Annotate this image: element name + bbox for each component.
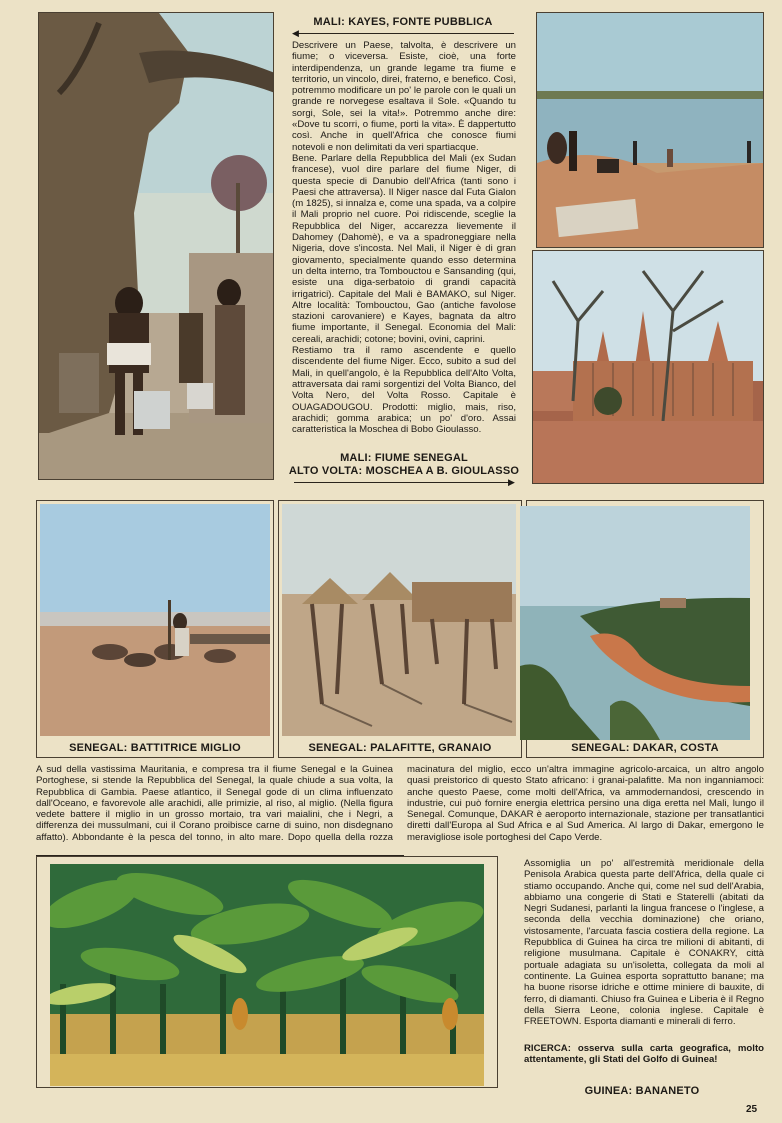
arrow-right-icon: ▶	[508, 477, 515, 487]
caption-mali-river: MALI: FIUME SENEGAL	[340, 452, 468, 464]
caption-senegal-miglio: SENEGAL: BATTITRICE MIGLIO	[69, 742, 241, 754]
article-paragraph: Bene. Parlare della Repubblica del Mali (ex Sudan francese), vuol dire parlare del fiume Niger, di questa specie di Danubio dell'Africa (tanti sono i Paesi che attraversa). Il Niger nasce dal Futa Gialon (m 1825), si innalza e, come una spada, va a colpire il Mali proprio nel cuore. Poi ridiscende, sceglie la Repubblica del Niger, accarezza lievemente il Dahomey (Dahomè), e va a spadroneggiare nella Nigeria, dove s'incosta. Nel Mali, il Niger è di gran giovamento, specialmente quando esso determina un delta interno, tra Tombouctou e Sansanding (qui, esiste una diga-serbatoio di grandi capacità irrigatrici). Capitale del Mali è BAMAKO, sul Niger. Altre località: Tombouctou, Gao (antiche favolose stazioni carovaniere) e Kayes, bagnata da altro fiume importante, il Senegal. Economia del Mali: cereali, arachidi; cotone; bovini, ovini, caprini.	[292, 152, 516, 345]
arrow-left-icon: ◀	[292, 28, 299, 38]
photo-alto-volta-mosque	[532, 250, 764, 484]
photo-guinea-banana-plantation	[50, 864, 484, 1086]
caption-alto-volta: ALTO VOLTA: MOSCHEA A B. GIOULASSO	[288, 465, 520, 477]
article-guinea: Assomiglia un po' all'estremità meridionale della Penisola Arabica questa parte dell'Africa, della quale ci stiamo occupando. Anche qui, come nel sud dell'Arabia, abbiamo una congerie di Stati e Staterelli (abitati da Negri Sudanesi, parlanti la lingua francese o l'inglese, a seconda della vecchia dominazione) che oriano, vistosamente, l'arcuata fascia costiera della regione. La Repubblica di Guinea ha circa tre milioni di abitanti, di religione musulmana. Capitale è CONAKRY, città portuale adagiata su un'isoletta, collegata da moli al continente. La Guinea esporta soprattutto banane; ma ha buone risorse idriche e ottime miniere di bauxite, di ferro, di diamanti. Chiuso fra Guinea e Liberia è il Regno della Sierra Leone, colonia inglese. Capitale è FREETOWN. Esporta diamanti e minerali di ferro.	[524, 858, 764, 1028]
caption-senegal-palafitte: SENEGAL: PALAFITTE, GRANAIO	[308, 742, 492, 754]
page-number: 25	[746, 1104, 758, 1115]
caption-arrow-right	[294, 482, 512, 483]
article-mali-alto-volta	[292, 40, 516, 435]
photo-mali-kayes-fountain	[38, 12, 274, 480]
caption-mali-kayes: MALI: KAYES, FONTE PUBBLICA	[313, 16, 493, 28]
article-senegal: A sud della vastissima Mauritania, e compresa tra il fiume Senegal e la Guinea Portoghese, si stende la Repubblica del Senegal, la quale chiude a sua volta, la Repubblica di Gambia. Paese atlantico, il Senegal gode di un clima influenzato dall'Oceano, e favorevole alle arachidi, alle primizie, al riso, al miglio. (Nella figura vedete battere il miglio in un grosso mortaio, tra vari maialini, che i Negri, a differenza dei mussulmani, cui il Corano proibisce carne di suino, non disdegnano affatto). Abbondante è la pesca del tonno, in alto mare. Dopo quella della rozza macinatura del miglio, ecco un'altra immagine agricolo-arcaica, un altro angolo quasi preistorico di questo Stato africano: i granai-palafitte. Ma non inganniamoci: anche questo Paese, come molti dell'Africa, va ammodernandosi, crescendo in industrie, cui può fornire energia elettrica persino una diga eretta nel Mali, lungo il Senegal. Comunque, DAKAR è aeroporto internazionale, stazione per transatlantici diretti dall'Europa al Sud Africa e al Sud America. Al largo di Dakar, emergono le meravigliose isole portoghesi del Capo Verde.	[36, 764, 764, 843]
caption-senegal-dakar: SENEGAL: DAKAR, COSTA	[571, 742, 719, 754]
ricerca-note: RICERCA: osserva sulla carta geografica, molto attentamente, gli Stati del Golfo di Guinea!	[524, 1043, 764, 1066]
article-paragraph: Restiamo tra il ramo ascendente e quello discendente del fiume Niger. Ecco, subito a sud del Mali, in quell'angolo, è la Repubblica dell'Alto Volta, attraversata dai rami sorgentizi del Volta Bianco, del Volta Nero, del Volta Rosso. Capitale è OUAGADOUGOU. Prodotti: miglio, mais, riso, arachidi; gomma arabica; un po' d'oro. Assai caratteristica la Moschea di Bobo Gioulasso.	[292, 345, 516, 436]
photo-senegal-dakar-coast	[520, 506, 750, 740]
photo-mali-senegal-river	[536, 12, 764, 248]
caption-guinea: GUINEA: BANANETO	[584, 1085, 700, 1097]
article-paragraph: Descrivere un Paese, talvolta, è descrivere un fiume; o viceversa. Esiste, cioè, una forte interdipendenza, un grande legame tra fiume e territorio, un vincolo, direi, fraterno, e benefico. Così, potremmo modificare un po' le parole con le quali un grande re norvegese esaltava il Sole. «Quando tu sorgi, Sole, sei la vita!». Potremmo anche dire: «Dove tu scorri, o fiume, porti la vita». È dappertutto così. Anche in quell'Africa che conosce fiumi notevoli e non delimitati da veri spartiacque.	[292, 40, 516, 153]
photo-senegal-stilt-granaries	[282, 504, 516, 736]
caption-arrow-left	[294, 33, 514, 34]
photo-senegal-millet-pounding	[40, 504, 270, 736]
